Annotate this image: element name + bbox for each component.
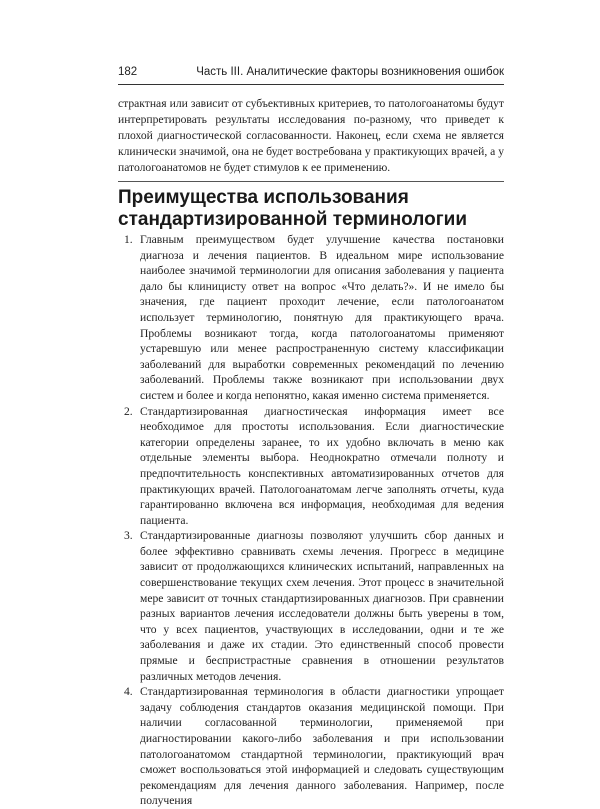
list-item (118, 684, 504, 809)
page-number: 182 (118, 66, 138, 78)
list-item-text: Стандартизированные диагнозы позволяют улучшить сбор данных и более эффективно сравнивать схемы лечения. Прогресс в медицине зависит от продолжающихся клинических испытаний, направленных на совершенствование текущих схем лечения. Этот процесс в значительной мере зависит от точных стандартизированных диагнозов. При сравнении разных вариантов лечения исследователи должны быть уверены в том, что у всех пациентов, участвующих в исследовании, одни и те же заболевания и даже их стадии. Это единственный способ провести прямые и беспристрастные сравнения в отношении результатов различных методов лечения. (140, 529, 504, 683)
header-rule (118, 84, 504, 85)
list-item (118, 528, 504, 684)
list-item-number: 1. (124, 233, 133, 246)
list-item-text: Стандартизированная терминология в области диагностики упрощает задачу соблюдения стандартов оказания медицинской помощи. При наличии согласованной терминологии, применяемой при диагностировании какого-либо заболевания и при использовании патологоанатомом стандартной терминологии, практикующий врач сможет воспользоваться этой информацией и следовать существующим рекомендациям для лечения данного заболевания. Например, после получения (140, 685, 504, 808)
running-head (118, 66, 504, 78)
section-title: Преимущества использования стандартизированной терминологии (118, 187, 468, 230)
numbered-list (118, 232, 504, 809)
list-item (118, 404, 504, 529)
list-item-number: 3. (124, 529, 133, 543)
list-item-number: 4. (124, 685, 133, 699)
running-title: Часть III. Аналитические факторы возникновения ошибок (196, 66, 504, 78)
section-rule (118, 181, 504, 182)
list-item-text: Стандартизированная диагностическая информация имеет все необходимое для простоты использования. Если диагностические категории определены заранее, то их удобно включать в меню как отдельные элементы выбора. Неоднократно отмечали полноту и предпочтительность конспективных автоматизированных отчетов для практикующих врачей. Патологоанатомам легче заполнять отчеты, куда гарантированно включена вся информация, необходимая для ведения пациента. (140, 404, 504, 527)
list-item-number: 2. (124, 404, 133, 418)
intro-paragraph: страктная или зависит от субъективных критериев, то патологоанатомы будут интерпретировать результаты исследования по-разному, что приведет к плохой диагностической согласованности. Наконец, если схема не является клинически значимой, она не будет востребована у практикующих врачей, а у патологоанатомов не будет стимулов к ее применению. (118, 97, 504, 174)
list-item (118, 232, 504, 404)
list-item-text: Главным преимуществом будет улучшение качества постановки диагноза и лечения пациентов. В идеальном мире использование наиболее значимой терминологии для описания заболевания у пациента дало бы клиницисту ответ на вопрос «Что делать?». И не имело бы значения, где пациент проходит лечение, если патологоанатом использует терминологию, понятную для практикующего врача. Проблемы возникают тогда, когда патологоанатомы применяют устаревшую или менее распространенную систему классификации заболеваний для выработки современных рекомендаций по лечению заболеваний. Проблемы также возникают при использовании двух систем и более и когда непонятно, какая именно система применяется. (140, 233, 504, 402)
